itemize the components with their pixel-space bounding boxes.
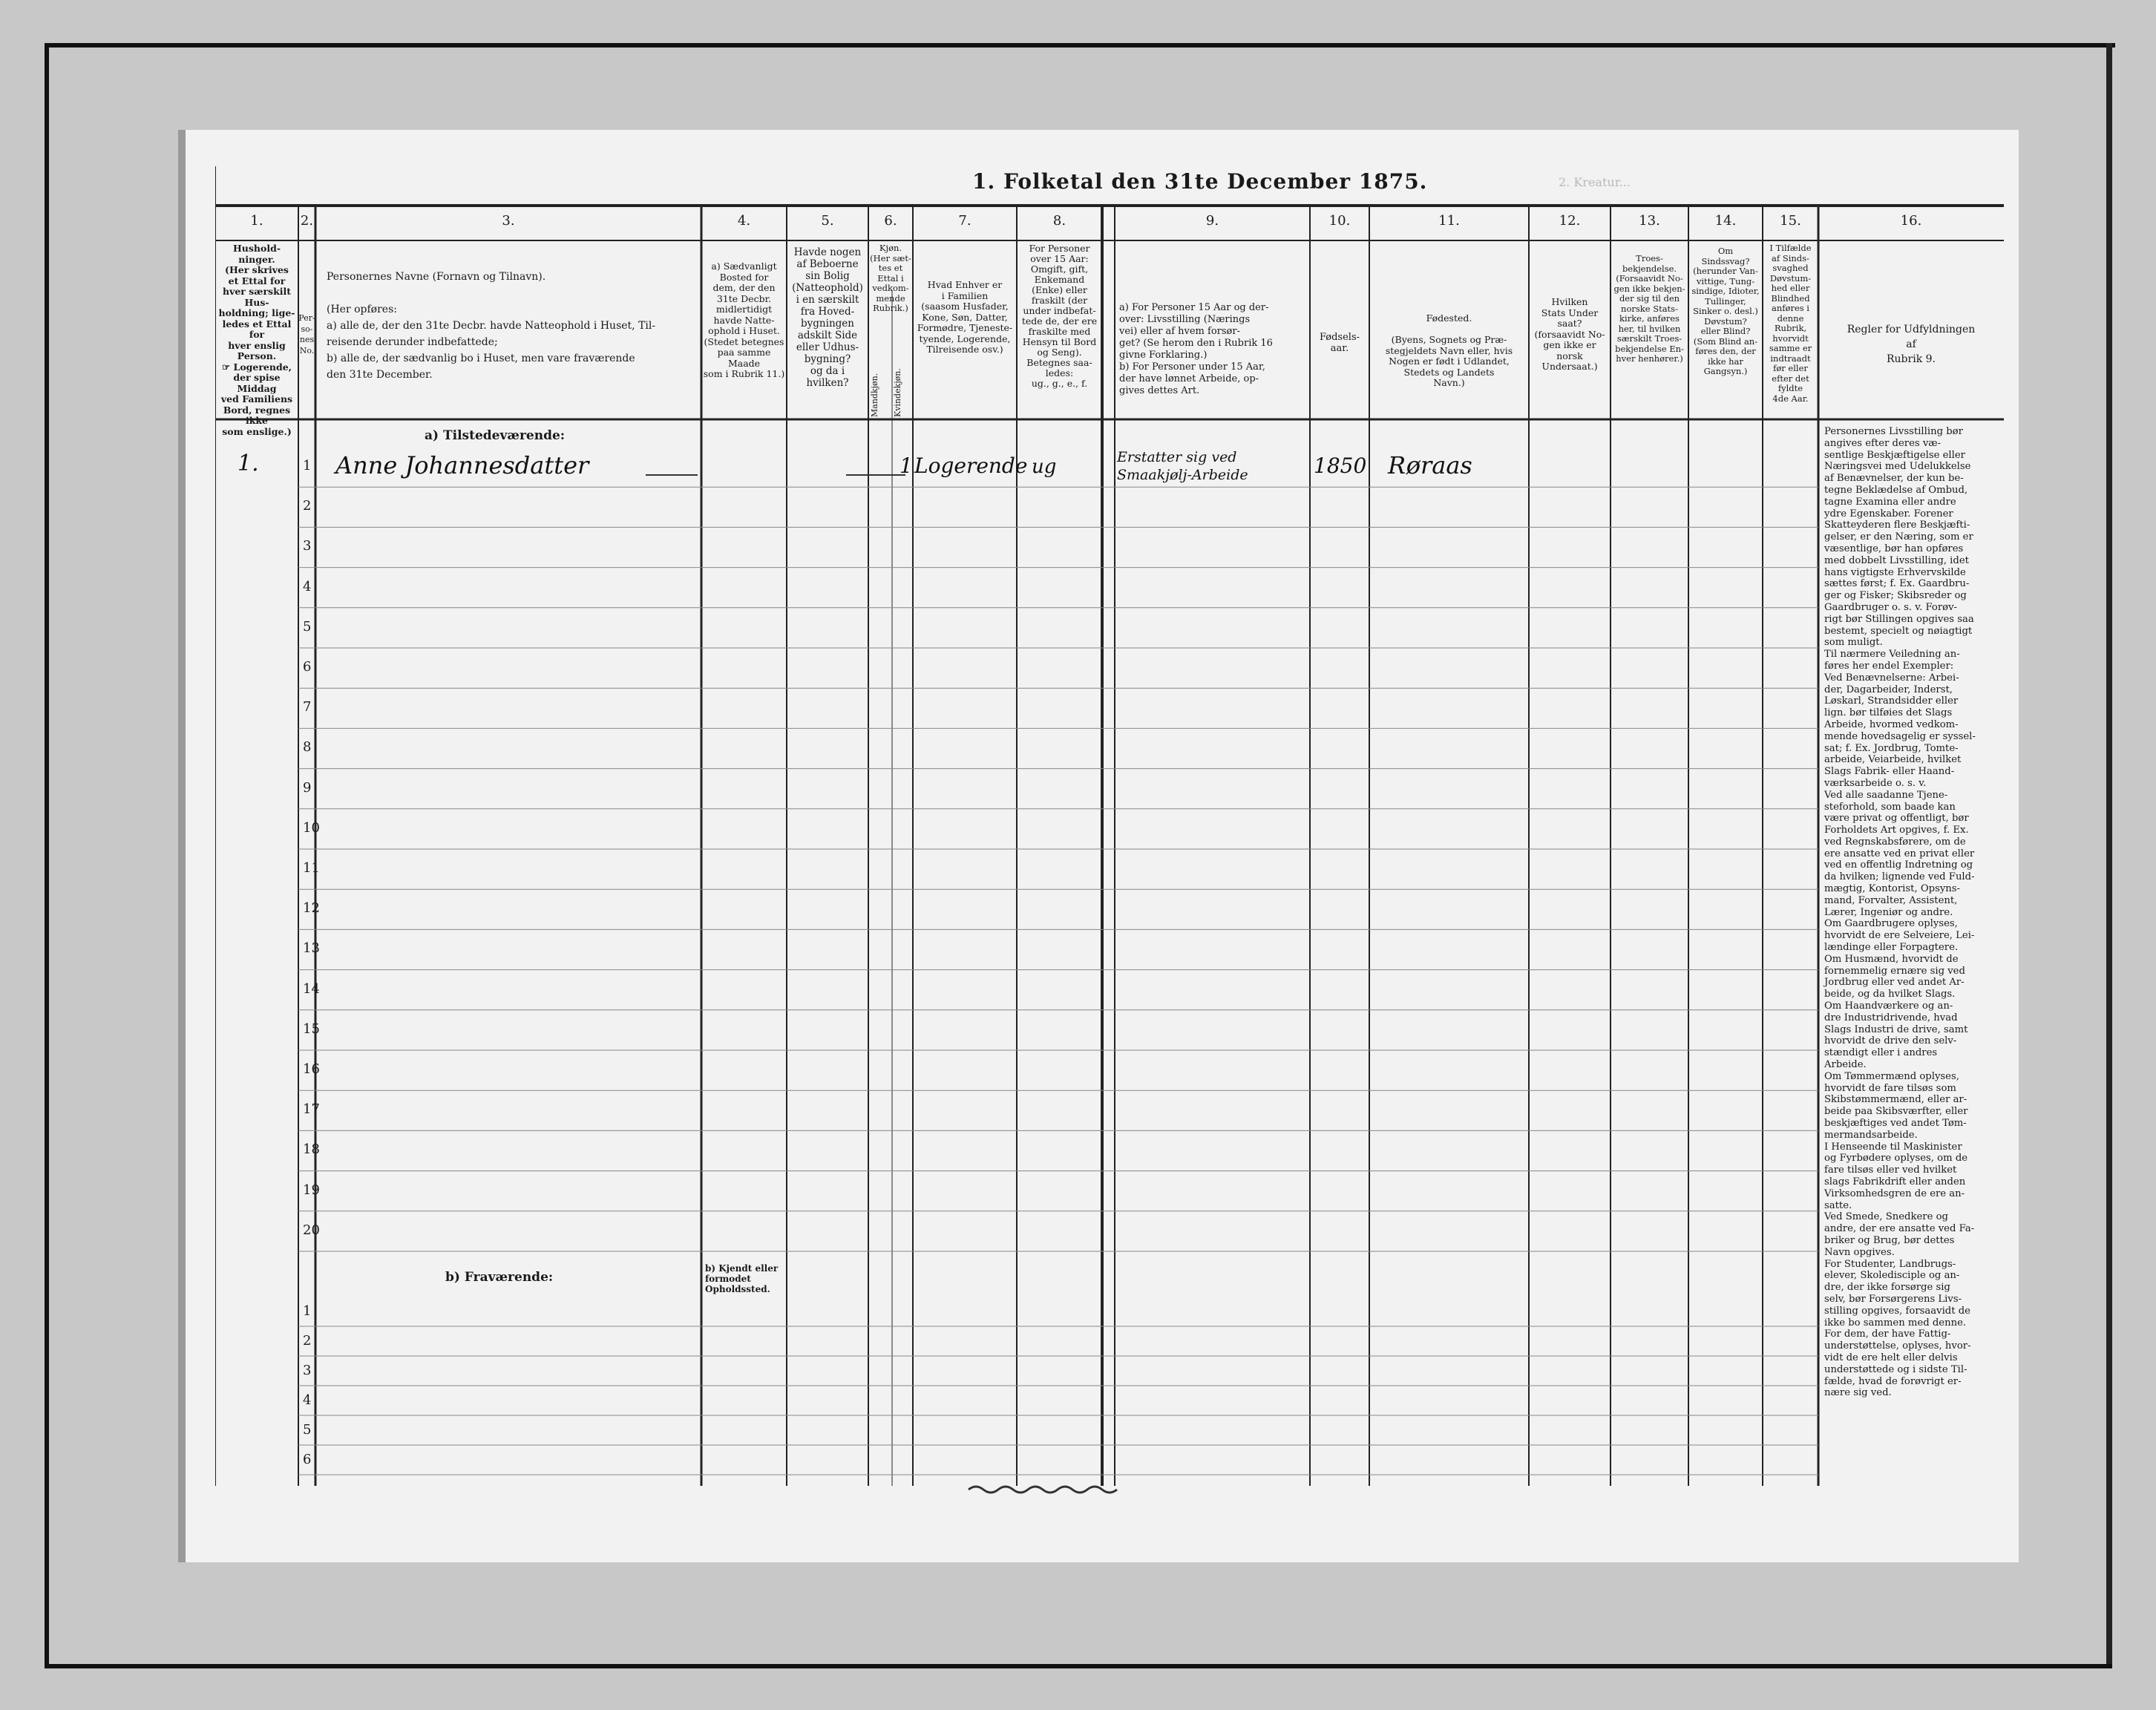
entry-occupation: Erstatter sig ved Smaakjølj-Arbeide [1117, 449, 1248, 483]
row-number: 2 [303, 1333, 312, 1349]
row-number: 2 [303, 498, 312, 514]
ghost-header: 2. Kreatur... [1559, 175, 1631, 189]
header-households: Hushold- ninger. (Her skrives et Ettal for hver særskilt Hus- holdning; lige- ledes et Ettal for hver enslig Person. ☞ Logerende, der spise Middag ved Familiens Bord, regnes ikke som enslige.) [218, 243, 295, 437]
colnum-5: 5. [821, 213, 834, 229]
frame-border-right [2106, 43, 2112, 1668]
row-number: 14 [303, 980, 320, 997]
row-number: 13 [303, 940, 320, 957]
rules-text: Personernes Livsstilling bør angives efter deres væ- sentlige Beskjæftigelse eller Næringsvei med Udelukkelse af Benævnelser, der kun be- tegne Beklædelse af Ombud, tagne Examina eller andre ydre Egenskaber. Forener Skatteyderen flere Beskjæfti- gelser, er den Næring, som er væsentlige, bør han opføres med dobbelt Livsstilling, idet hans vigtigste Erhvervskilde sættes først; f. Ex. Gaardbru- ger og Fisker; Skibsreder og Gaardbruger o. s. v. Forøv- rigt bør Stillingen opgives saa bestemt, specielt og nøiagtigt som muligt. Til nærmere Veiledning an- føres her endel Exempler: Ved Benævnelserne: Arbei- der, Dagarbeider, Inderst, Løskarl, Strandsidder eller lign. bør tilføies det Slags Arbeide, hvormed vedkom- mende hovedsagelig er syssel- sat; f. Ex. Jordbrug, Tomte- arbeide, Veiarbeide, hvilket Slags Fabrik- eller Haand- værksarbeide o. s. v. Ved alle saadanne Tjene- steforhold, som baade kan være privat og offentligt, bør Forholdets Art opgives, f. Ex. ved Regnskabsførere, om de ere ansatte ved en privat eller ved en offentlig Indretning og da hvilken; lignende ved Fuld- mægtig, Kontorist, Opsyns- mand, Forvalter, Assistent, Lærer, Ingeniør og andre. Om Gaardbrugere oplyses, hvorvidt de ere Selveiere, Lei- lændinge eller Forpagtere. Om Husmænd, hvorvidt de fornemmelig ernære sig ved Jordbrug eller ved andet Ar- beide, og da hvilket Slags. Om Haandværkere og an- dre Industridrivende, hvad Slags Industri de drive, samt hvorvidt de drive den selv- stændigt eller i andres Arbeide. Om Tømmermænd oplyses, hvorvidt de fare tilsøs som Skibstømmermænd, eller ar- beide paa Skibsværfter, eller beskjæftiges ved andet Tøm- mermandsarbeide. I Henseende til Maskinister og Fyrbødere oplyses, om de fare tilsøs eller ved hvilket slags Fabrikdrift eller anden Virksomhedsgren de ere an- satte. Ved Smede, Snedkere og andre, der ere ansatte ved Fa- briker og Brug, bør dettes Navn opgives. For Studenter, Landbrugs- elever, Skoledisciple og an- dre, der ikke forsørge sig selv, bør Forsørgerens Livs- stilling opgives, forsaavidt de ikke bo sammen med denne. For dem, der have Fattig- understøttelse, oplyses, hvor- vidt de ere helt eller delvis understøttede og i sidste Til- fælde, hvad de forøvrigt er- nære sig ved. [1824, 426, 1976, 1399]
entry-marital: ug [1032, 456, 1057, 478]
colnum-13: 13. [1639, 213, 1660, 229]
row-number: 4 [303, 578, 312, 594]
section-absent-col4: b) Kjendt eller formodet Opholdssted. [705, 1263, 779, 1294]
row-number: 6 [303, 659, 312, 675]
header-disability: Om Sindssvag? (herunder Van- vittige, Tung- sindige, Idioter, Tullinger, Sinker o. desl.) Døvstum? eller Blind? (Som Blind an- føres den, der ikke har Gangsyn.) [1691, 246, 1760, 376]
header-birthplace: Fødested. (Byens, Sognets og Præ- stegjeldets Navn eller, hvis Nogen er født i Udlandet, Stedets og Landets Navn.) [1385, 312, 1513, 388]
page-title: 1. Folketal den 31te December 1875. [972, 169, 1428, 194]
colnum-1: 1. [250, 213, 263, 229]
colnum-15: 15. [1780, 213, 1801, 229]
row-number: 7 [303, 699, 312, 715]
colnum-9: 9. [1205, 213, 1219, 229]
census-form [215, 165, 2004, 1501]
row-number: 1 [303, 458, 312, 474]
row-number: 12 [303, 900, 320, 917]
row-number: 16 [303, 1061, 320, 1077]
header-rules: Regler for Udfyldningen af Rubrik 9. [1847, 324, 1976, 365]
header-occupation: a) For Personer 15 Aar og der- over: Livsstilling (Nærings vei) eller af hvem forsør- get? (Se herom den i Rubrik 16 givne Forklaring.) b) For Personer under 15 Aar, der have lønnet Arbeide, op- gives dettes Art. [1119, 302, 1273, 396]
row-number: 18 [303, 1141, 320, 1158]
row-number: 20 [303, 1222, 320, 1238]
section-present: a) Tilstedeværende: [425, 428, 566, 443]
header-person-no: Per- so- nes No. [298, 313, 315, 356]
colnum-6: 6. [884, 213, 897, 229]
header-birth-year: Fødsels- aar. [1319, 332, 1360, 354]
entry-sex-mark: 1 [900, 453, 913, 478]
header-family-role: Hvad Enhver er i Familien (saasom Husfader, Kone, Søn, Datter, Formødre, Tjeneste- tyende, Logerende, Tilreisende osv.) [917, 279, 1013, 355]
row-number: 1 [303, 1303, 312, 1319]
colnum-2: 2. [300, 213, 314, 229]
row-number: 17 [303, 1101, 320, 1118]
header-citizenship: Hvilken Stats Under saat? (forsaavidt No- gen ikke er norsk Undersaat.) [1534, 296, 1605, 372]
row-number: 11 [303, 860, 320, 876]
colnum-7: 7. [958, 213, 971, 229]
colnum-3: 3. [502, 213, 515, 229]
row-number: 4 [303, 1392, 312, 1408]
header-marital: For Personer over 15 Aar: Omgift, gift, Enkemand (Enke) eller fraskilt (der under indbefat- tede de, der ere fraskilte med Hensyn til Bord og Seng). Betegnes saa- ledes: ug., g., e., f. [1021, 243, 1098, 389]
header-names: Personernes Navne (Fornavn og Tilnavn). (Her opføres: a) alle de, der den 31te Decbr. havde Natteophold i Huset, Til- reisende derunder indbefattede; b) alle de, der sædvanlig bo i Huset, men vare fraværende den 31te December. [327, 271, 656, 381]
colnum-12: 12. [1559, 213, 1581, 229]
row-number: 8 [303, 739, 312, 756]
row-number: 19 [303, 1182, 320, 1198]
header-usual-residence: a) Sædvanligt Bosted for dem, der den 31te Decbr. midlertidigt havde Natte- ophold i Huset. (Stedet betegnes paa samme Maade som i Rubrik 11.) [703, 261, 785, 379]
header-outbuilding: Havde nogen af Beboerne sin Bolig (Natteophold) i en særskilt fra Hoved- bygningen adskilt Side eller Udhus- bygning? og da i hvilken? [792, 246, 863, 389]
entry-birthplace: Røraas [1388, 451, 1472, 479]
row-number: 5 [303, 618, 312, 635]
row-number: 3 [303, 1363, 312, 1378]
colnum-11: 11. [1438, 213, 1460, 229]
frame-border-bottom [45, 1664, 2112, 1668]
entry-name: Anne Johannesdatter [335, 451, 589, 479]
row-number: 5 [303, 1422, 312, 1438]
row-number: 15 [303, 1021, 320, 1037]
row-number: 3 [303, 538, 312, 554]
row-number: 10 [303, 819, 320, 836]
frame-border-top [45, 43, 2115, 48]
frame-border-left [45, 43, 49, 1668]
section-absent: b) Fraværende: [445, 1270, 554, 1285]
header-sex-male: Mandkjøn. [870, 373, 879, 417]
colnum-8: 8. [1052, 213, 1066, 229]
header-sex: Kjøn. (Her sæt- tes et Ettal i vedkom- mende Rubrik.) [870, 243, 911, 313]
colnum-4: 4. [737, 213, 751, 229]
colnum-16: 16. [1900, 213, 1922, 229]
row-number: 6 [303, 1452, 312, 1467]
row-number: 9 [303, 779, 312, 796]
header-religion: Troes- bekjendelse. (Forsaavidt No- gen ikke bekjen- der sig til den norske Stats- kirke, anføres her, til hvilken særskilt Troes- bekjendelse En- hver henhører.) [1613, 253, 1685, 364]
colnum-14: 14. [1714, 213, 1737, 229]
header-sex-female: Kvindekjøn. [893, 368, 902, 417]
colnum-10: 10. [1328, 213, 1351, 229]
entry-household-mark: 1. [237, 451, 259, 476]
entry-family-role: Logerende [914, 453, 1028, 478]
entry-birth-year: 1850 [1314, 453, 1367, 478]
header-disability-onset: I Tilfælde af Sinds- svaghed Døvstum- hed eller Blindhed anføres i denne Rubrik, hvorvidt samme er indtraadt før eller efter det fyldte 4de Aar. [1769, 243, 1812, 404]
